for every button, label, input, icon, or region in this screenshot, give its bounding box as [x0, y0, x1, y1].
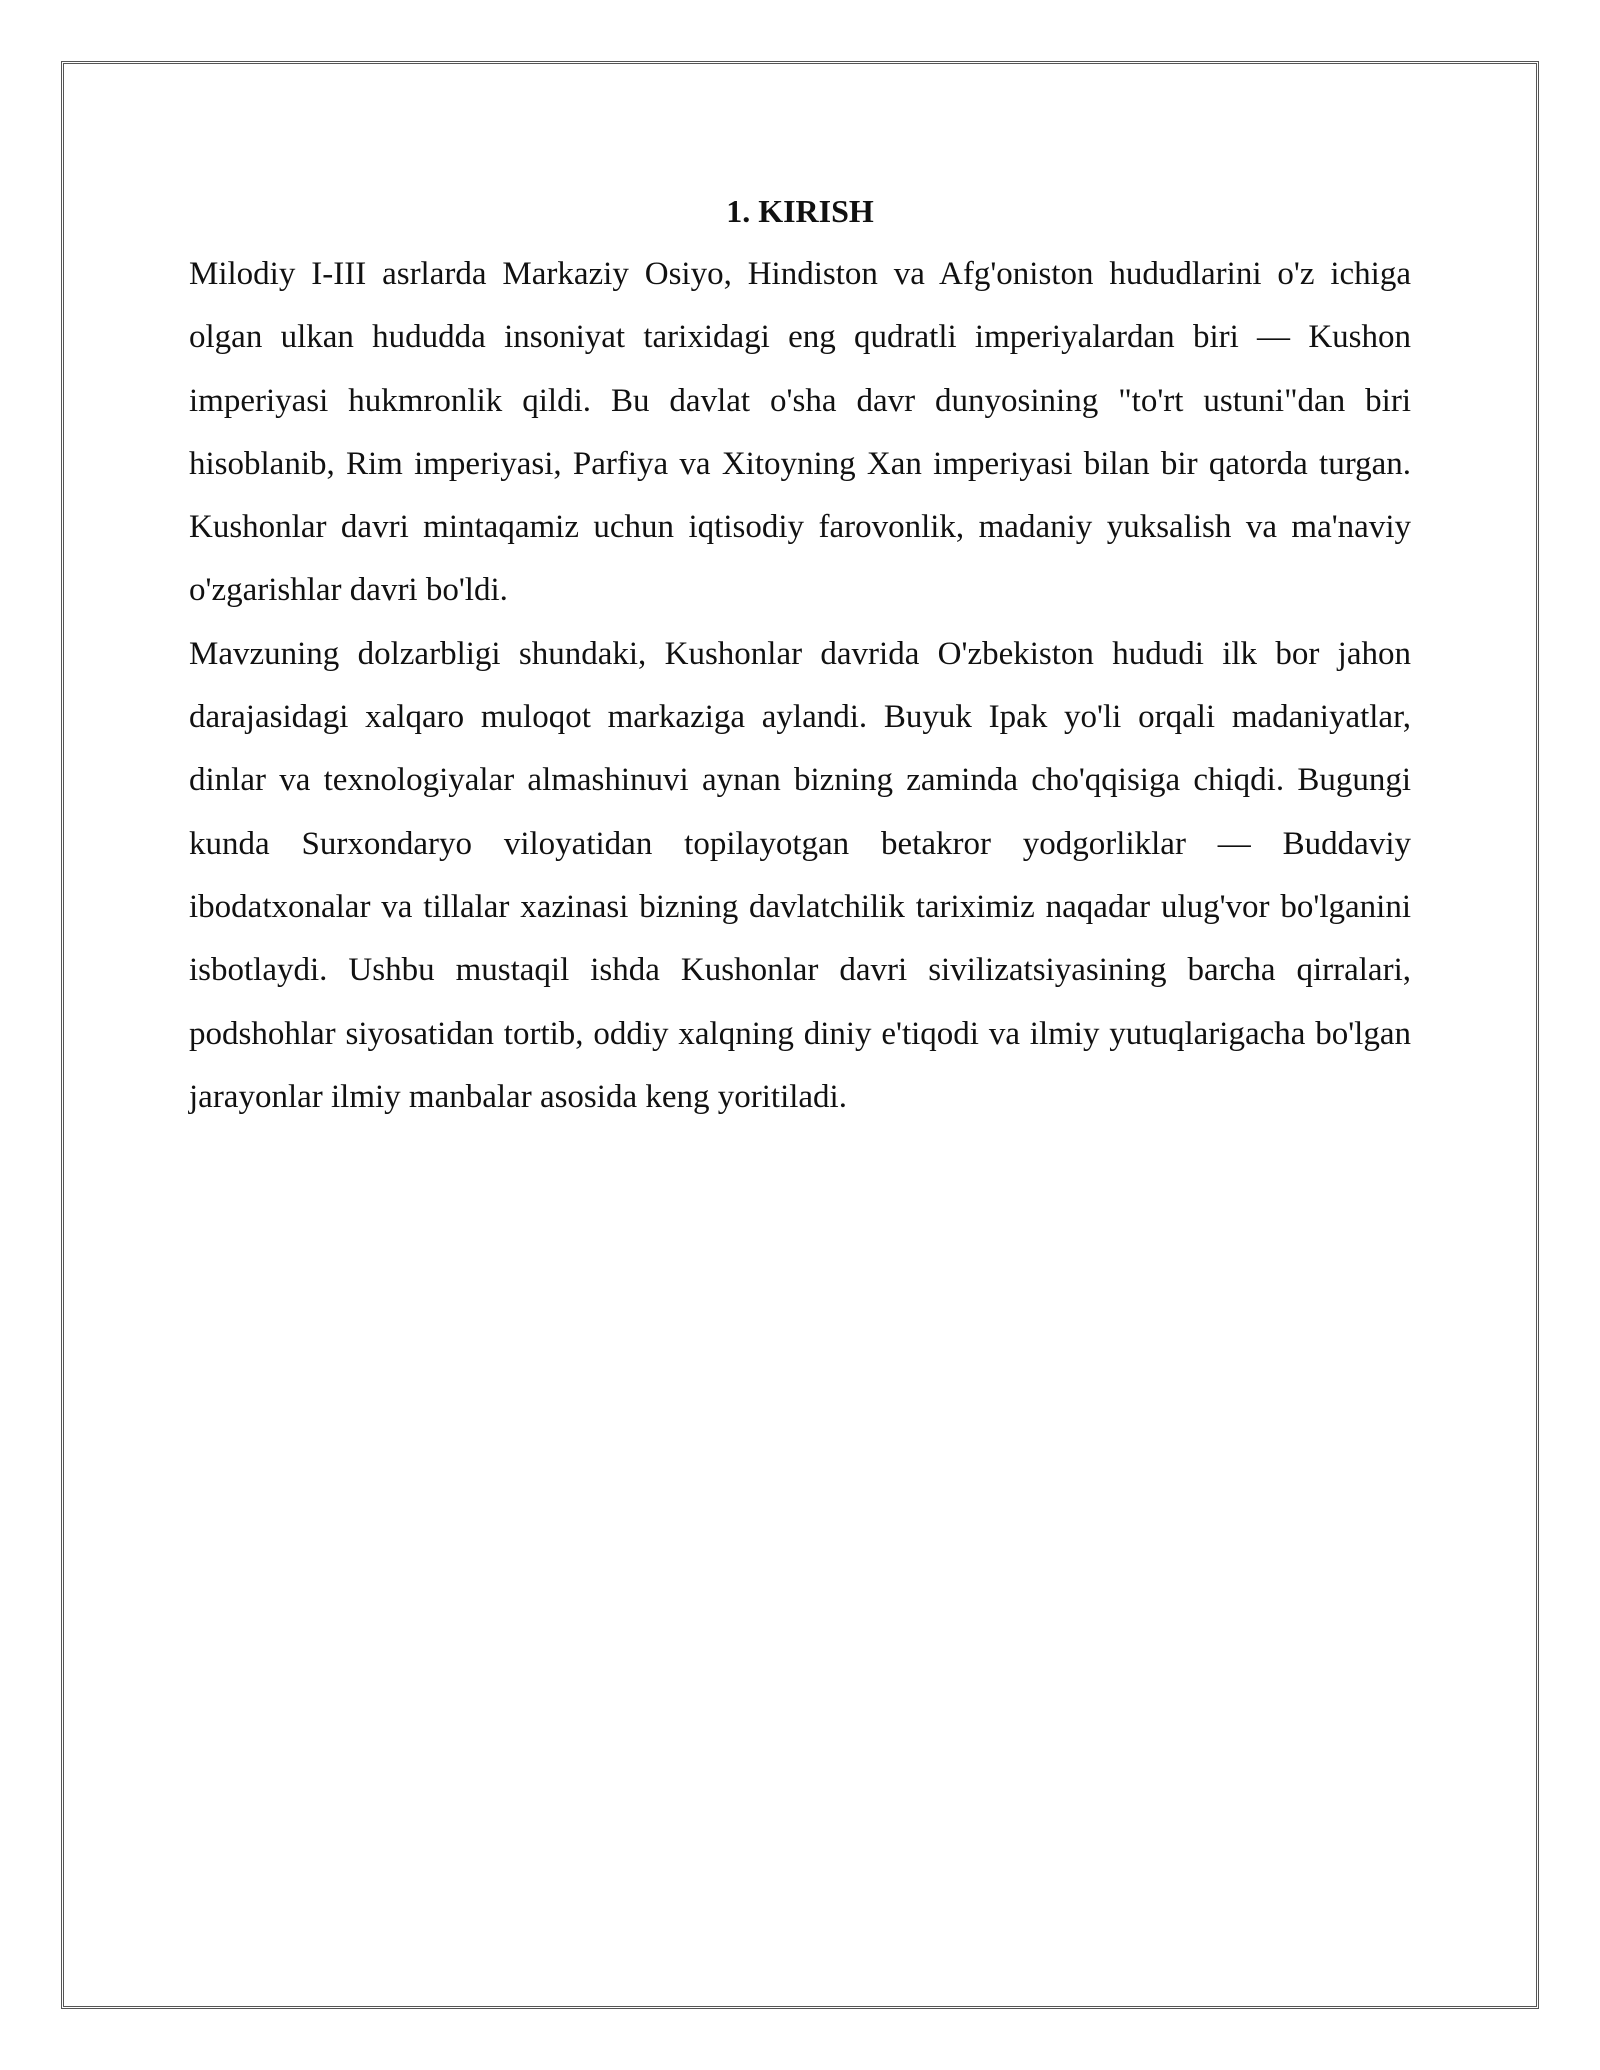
- paragraph-intro: Milodiy I-III asrlarda Markaziy Osiyo, Hindiston va Afg'oniston hududlarini o'z ichiga olgan ulkan hududda insoniyat tarixidagi eng qudratli imperiyalardan biri — Kushon imperiyasi hukmronlik qildi. Bu davlat o'sha davr dunyosining "to'rt ustuni"dan biri hisoblanib, Rim imperiyasi, Parfiya va Xitoyning Xan imperiyasi bilan bir qatorda turgan. Kushonlar davri mintaqamiz uchun iqtisodiy farovonlik, madaniy yuksalish va ma'naviy o'zgarishlar davri bo'ldi.: [189, 256, 1411, 609]
- paragraph-relevance: Mavzuning dolzarbligi shundaki, Kushonlar davrida O'zbekiston hududi ilk bor jahon darajasidagi xalqaro muloqot markaziga aylandi. Buyuk Ipak yo'li orqali madaniyatlar, dinlar va texnologiyalar almashinuvi aynan bizning zaminda cho'qqisiga chiqdi. Bugungi kunda Surxondaryo viloyatidan topilayotgan betakror yodgorliklar — Buddaviy ibodatxonalar va tillalar xazinasi bizning davlatchilik tariximiz naqadar ulug'vor bo'lganini isbotlaydi. Ushbu mustaqil ishda Kushonlar davri sivilizatsiyasining barcha qirralari, podshohlar siyosatidan tortib, oddiy xalqning diniy e'tiqodi va ilmiy yutuqlarigacha bo'lgan jarayonlar ilmiy manbalar asosida keng yoritiladi.: [189, 635, 1411, 1115]
- section-heading: 1. KIRISH: [726, 193, 874, 229]
- document-body: [189, 180, 1411, 1129]
